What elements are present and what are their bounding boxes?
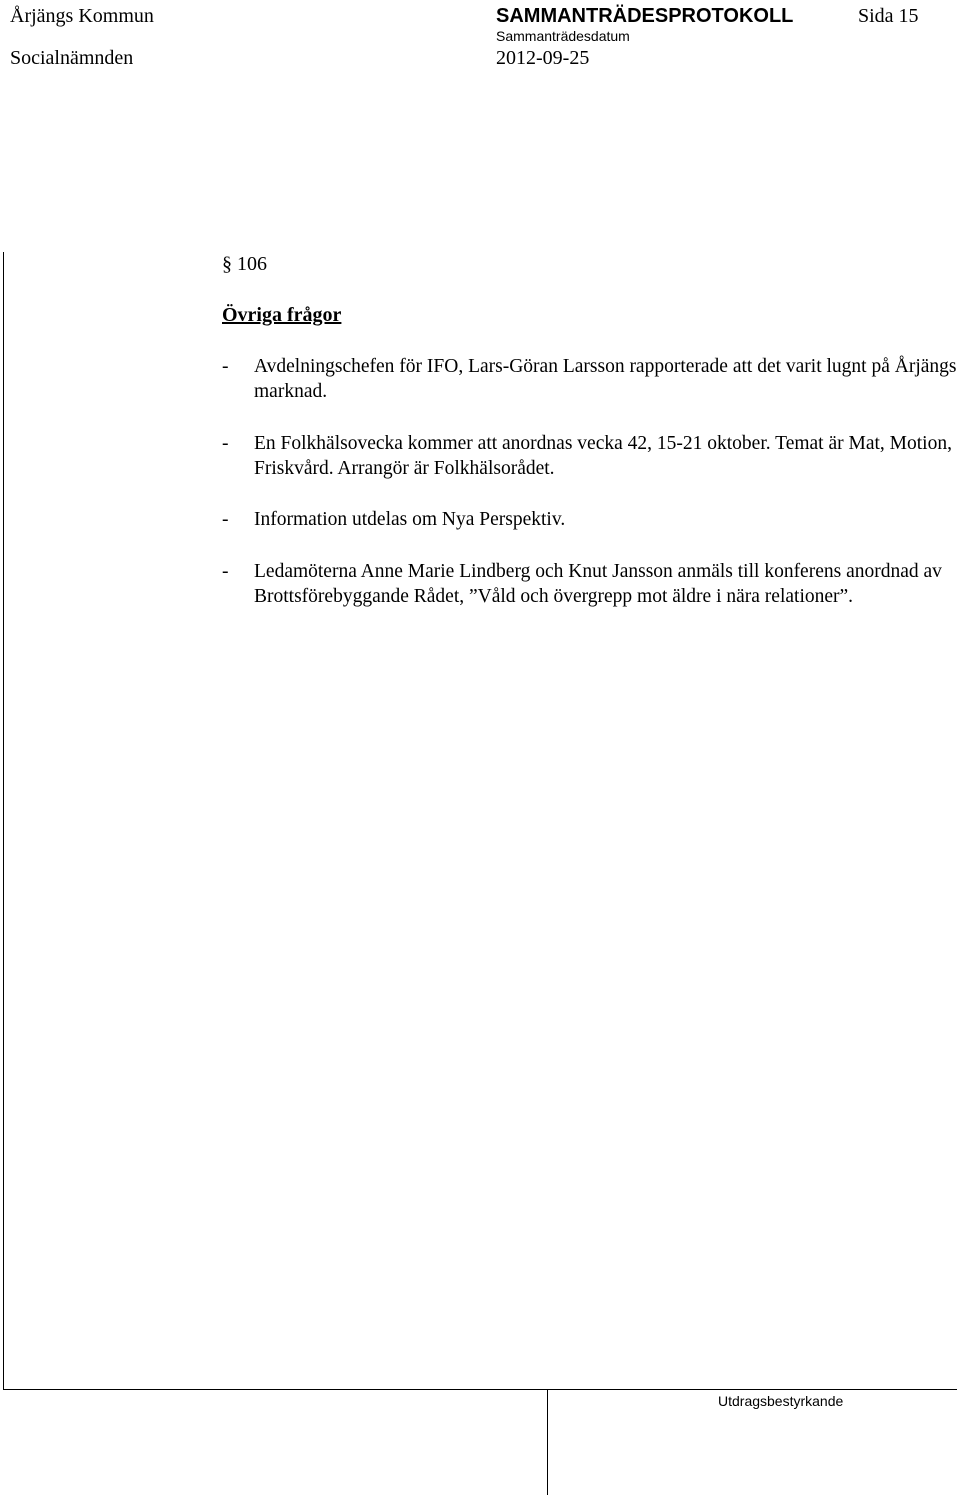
meeting-date: 2012-09-25 bbox=[496, 47, 590, 69]
list-item-text: Information utdelas om Nya Perspektiv. bbox=[254, 509, 566, 530]
list-item-text: Ledamöterna Anne Marie Lindberg och Knut Jansson anmäls till konferens anordnad av Brottsförebyggande Rådet, ”Våld och övergrepp mot äldre i nära relationer”. bbox=[254, 561, 942, 607]
left-margin-rule bbox=[3, 252, 4, 1389]
section-heading: Övriga frågor bbox=[222, 304, 342, 326]
list-item bbox=[222, 559, 957, 634]
list-dash: - bbox=[222, 509, 229, 530]
list-item bbox=[222, 507, 957, 532]
footer-divider bbox=[547, 1389, 548, 1495]
list-item-text: En Folkhälsovecka kommer att anordnas vecka 42, 15-21 oktober. Temat är Mat, Motion, Friskvård. Arrangör är Folkhälsorådet. bbox=[254, 433, 952, 479]
footer-rule bbox=[3, 1389, 957, 1390]
list-dash: - bbox=[222, 356, 229, 377]
committee-name: Socialnämnden bbox=[10, 47, 134, 69]
certification-label: Utdragsbestyrkande bbox=[718, 1393, 844, 1409]
meeting-date-label: Sammanträdesdatum bbox=[496, 28, 630, 44]
list-item bbox=[222, 354, 957, 404]
page-number: Sida 15 bbox=[858, 5, 919, 27]
list-item-text: Avdelningschefen för IFO, Lars-Göran Larsson rapporterade att det varit lugnt på Årjängs marknad. bbox=[254, 356, 957, 402]
municipality-name: Årjängs Kommun bbox=[10, 5, 154, 27]
list-dash: - bbox=[222, 561, 229, 582]
document-type-title: SAMMANTRÄDESPROTOKOLL bbox=[496, 5, 794, 27]
list-dash: - bbox=[222, 433, 229, 454]
list-item bbox=[222, 431, 957, 481]
paragraph-number: § 106 bbox=[222, 253, 267, 275]
